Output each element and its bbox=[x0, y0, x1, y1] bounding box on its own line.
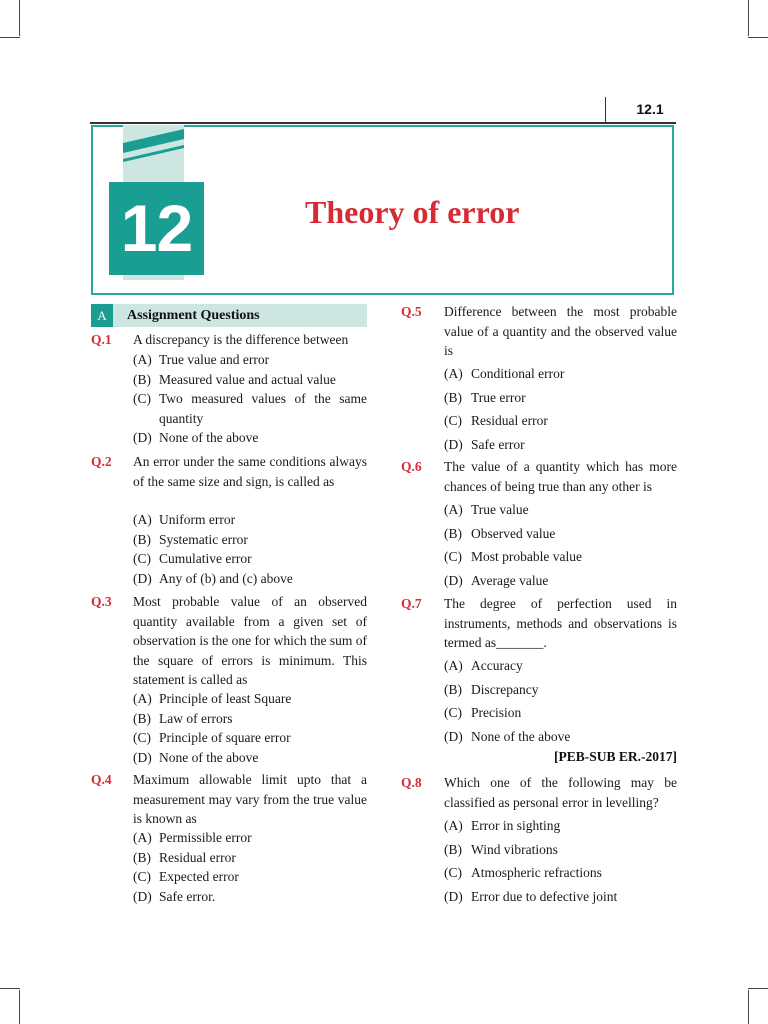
chapter-number: 12 bbox=[120, 191, 193, 265]
section-letter: A bbox=[91, 304, 113, 327]
options-list bbox=[444, 814, 677, 908]
options-list bbox=[133, 510, 367, 588]
question-number: Q.1 bbox=[91, 332, 112, 347]
option-d: (D) Error due to defective joint bbox=[444, 888, 618, 904]
question-number: Q.4 bbox=[91, 772, 112, 787]
options-list bbox=[133, 350, 367, 448]
option-d: (D) Any of (b) and (c) above bbox=[133, 570, 293, 586]
option-b: (B) True error bbox=[444, 389, 526, 405]
options-list bbox=[444, 498, 677, 592]
page-number-divider bbox=[605, 97, 606, 123]
crop-mark bbox=[19, 0, 20, 36]
option-d: (D) None of the above bbox=[133, 430, 259, 445]
options-list bbox=[444, 362, 677, 456]
option-d: (D) None of the above bbox=[133, 749, 259, 765]
option-b: (B) Measured value and actual value bbox=[133, 371, 336, 387]
question-number: Q.3 bbox=[91, 594, 112, 609]
question-number: Q.2 bbox=[91, 454, 112, 469]
option-d: (D) Average value bbox=[444, 572, 549, 588]
option-b: (B) Wind vibrations bbox=[444, 841, 558, 857]
option-a: (A) Principle of least Square bbox=[133, 691, 292, 706]
option-c: (C) Principle of square error bbox=[133, 730, 291, 745]
question-number: Q.6 bbox=[401, 459, 422, 474]
question-text: Maximum allowable limit upto that a measurement may vary from the true value is known as bbox=[133, 772, 367, 826]
option-c: (C) Atmospheric refractions bbox=[444, 865, 602, 880]
option-b: (B) Law of errors bbox=[133, 710, 233, 726]
option-d: (D) Safe error bbox=[444, 436, 525, 452]
option-c: (C) Residual error bbox=[444, 413, 548, 428]
header-rule bbox=[90, 122, 676, 124]
question-number: Q.8 bbox=[401, 775, 422, 790]
option-b: (B) Discrepancy bbox=[444, 681, 539, 697]
option-c: (C) Most probable value bbox=[444, 549, 582, 564]
crop-mark bbox=[748, 37, 768, 38]
option-a: (A) Conditional error bbox=[444, 366, 565, 381]
section-title: Assignment Questions bbox=[127, 308, 260, 323]
question-text: Most probable value of an observed quantity available from a given set of observation is the one for which the sum of the square of errors is minimum. This statement is called as bbox=[133, 594, 367, 687]
question-text: An error under the same conditions always of the same size and sign, is called as bbox=[133, 454, 367, 489]
option-c: (C) Two measured values of the same quantity bbox=[133, 391, 367, 426]
question-text: A discrepancy is the difference between bbox=[133, 332, 349, 347]
question-number: Q.7 bbox=[401, 596, 422, 611]
question-1 bbox=[91, 330, 367, 455]
option-b: (B) Residual error bbox=[133, 849, 236, 865]
options-list bbox=[133, 689, 367, 767]
option-b: (B) Systematic error bbox=[133, 531, 248, 547]
question-number: Q.5 bbox=[401, 304, 422, 319]
crop-mark bbox=[748, 990, 749, 1024]
chapter-title: Theory of error bbox=[305, 194, 520, 230]
question-text: Which one of the following may be classified as personal error in levelling? bbox=[444, 775, 677, 810]
option-a: (A) Accuracy bbox=[444, 658, 523, 673]
question-text: The degree of perfection used in instruments, methods and observations is termed as_______. bbox=[444, 596, 677, 650]
crop-mark bbox=[748, 988, 768, 989]
crop-mark bbox=[19, 990, 20, 1024]
option-d: (D) None of the above bbox=[444, 728, 571, 744]
options-list bbox=[133, 828, 367, 906]
option-a: (A) True value bbox=[444, 502, 529, 517]
options-list bbox=[444, 654, 677, 748]
option-a: (A) Permissible error bbox=[133, 830, 252, 845]
option-c: (C) Cumulative error bbox=[133, 551, 252, 566]
crop-mark bbox=[0, 988, 20, 989]
crop-mark bbox=[0, 37, 20, 38]
option-c: (C) Expected error bbox=[133, 869, 239, 884]
exam-source: [PEB-SUB ER.-2017] bbox=[553, 749, 677, 764]
option-b: (B) Observed value bbox=[444, 525, 556, 541]
option-a: (A) True value and error bbox=[133, 352, 270, 367]
crop-mark bbox=[748, 0, 749, 36]
question-text: The value of a quantity which has more chances of being true than any other is bbox=[444, 459, 677, 494]
page-number: 12.1 bbox=[636, 101, 664, 117]
option-a: (A) Error in sighting bbox=[444, 818, 561, 833]
question-text: Difference between the most probable value of a quantity and the observed value is bbox=[444, 304, 677, 358]
option-d: (D) Safe error. bbox=[133, 888, 216, 904]
option-c: (C) Precision bbox=[444, 705, 522, 720]
section-heading bbox=[91, 304, 367, 327]
option-a: (A) Uniform error bbox=[133, 512, 236, 527]
